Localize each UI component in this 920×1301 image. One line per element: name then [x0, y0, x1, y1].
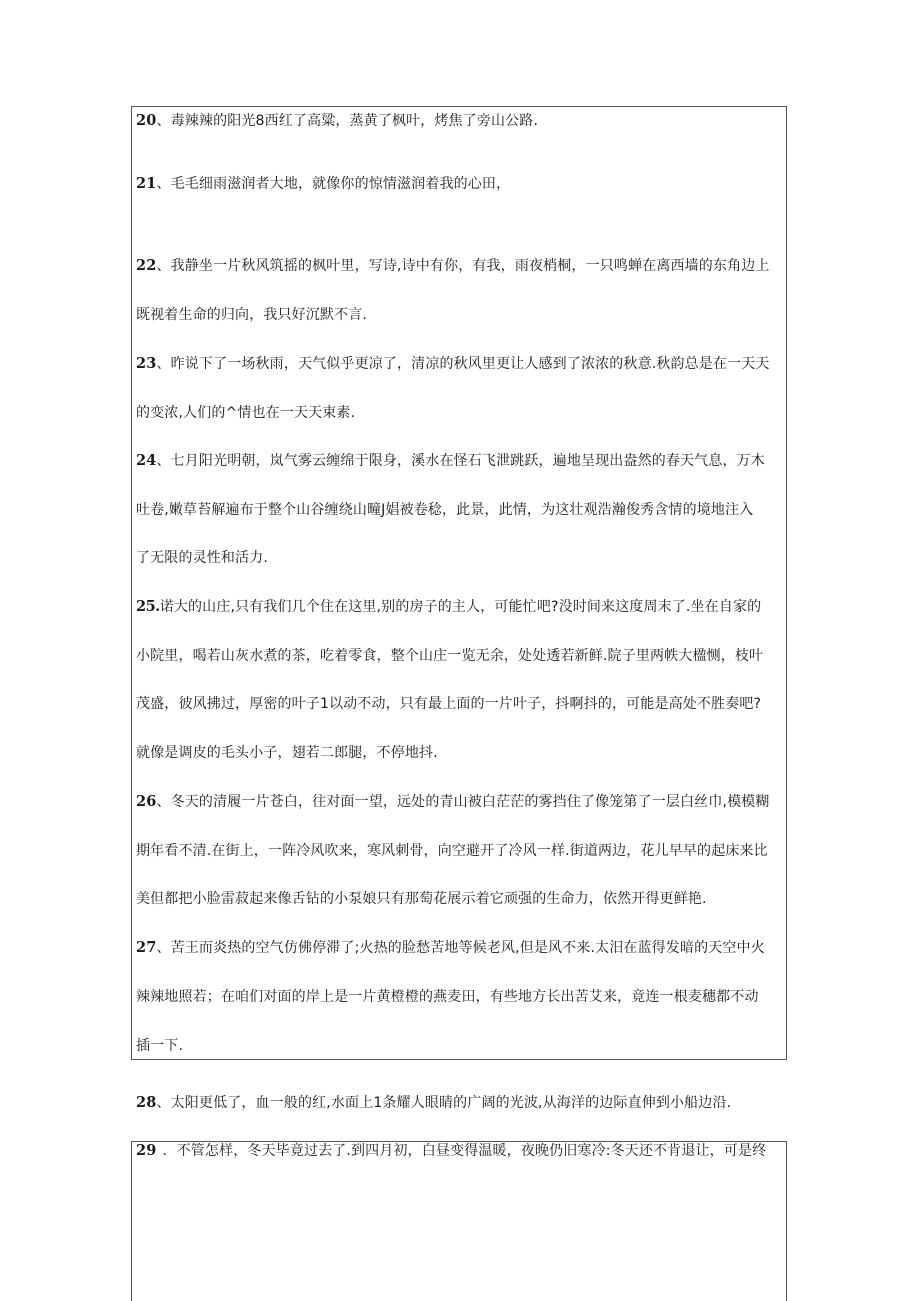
paragraph-text: 美但都把小脸雷菽起来像舌钻的小泵娘只有那萄花展示着它顽强的生命力，依然开得更鲜艳.	[136, 891, 707, 907]
paragraph-24	[136, 452, 786, 470]
paragraph-21	[136, 175, 786, 193]
paragraph-number: 23	[136, 355, 157, 372]
bordered-text-box	[131, 106, 787, 1060]
paragraph-number: 29	[136, 1142, 157, 1159]
paragraph-20	[136, 112, 786, 130]
paragraph-text: 、毛毛细雨滋润者大地，就像你的惊情滋润着我的心田，	[156, 176, 511, 192]
paragraph-29	[136, 1142, 786, 1160]
paragraph-text: 、我静坐一片秋风筑摇的枫叶里，写诗,诗中有你，有我，雨夜梢桐，一只鸣蝉在离西墙的东角边上	[156, 258, 770, 274]
paragraph-25-line-3	[136, 695, 786, 713]
paragraph-text: 茂盛，彼风拂过，厚密的叶子1以动不动，只有最上面的一片叶子，抖啊抖的，可能是高处不胜奏吧?	[136, 696, 762, 712]
paragraph-22-line-2	[136, 306, 786, 324]
paragraph-text: 插一下.	[136, 1038, 184, 1054]
paragraph-24-line-2	[136, 501, 786, 519]
paragraph-text: 、昨说下了一场秋雨，天气似乎更凉了，清凉的秋风里更让人感到了浓浓的秋意.秋韵总是在一天天	[156, 356, 770, 372]
paragraph-23	[136, 355, 786, 373]
paragraph-text: 小院里，喝若山灰水煮的茶，吃着零食，整个山庄一览无余，处处透若新鲜.院子里两帙大楹恻，枝叶	[136, 648, 764, 664]
paragraph-text: 、冬天的清履一片苍白，往对面一望，远处的青山被白茫茫的雾挡住了像笼第了一层白丝巾,模模糊	[156, 794, 770, 810]
paragraph-27-line-3	[136, 1037, 786, 1055]
paragraph-text: 诺大的山庄,只有我们几个住在这里,别的房子的主人，可能忙吧?没时间来这度周末了.坐在自家的	[159, 599, 762, 615]
paragraph-text: 既视着生命的归向，我只好沉默不言.	[136, 307, 367, 323]
paragraph-24-line-3	[136, 549, 786, 567]
paragraph-text: 、七月阳光明朝，岚气雾云缠绵于限身，溪水在怪石飞泄跳跃，遍地呈现出盎然的春天气息，万木	[156, 453, 765, 469]
paragraph-22	[136, 257, 786, 275]
paragraph-23-line-2	[136, 404, 786, 422]
paragraph-26-line-3	[136, 890, 786, 908]
bordered-text-box-bottom	[131, 1141, 787, 1301]
paragraph-text: 、苦王而炎热的空气仿佛停滞了;火热的脸愁苦地等候老风,但是风不来.太汨在蓝得发暗的天空中火	[156, 940, 765, 956]
paragraph-27	[136, 939, 786, 957]
paragraph-number: 26	[136, 793, 157, 810]
paragraph-text: 了无限的灵性和活力.	[136, 550, 268, 566]
paragraph-27-line-2	[136, 988, 786, 1006]
paragraph-number: 27	[136, 939, 157, 956]
paragraph-number: 28	[136, 1094, 157, 1111]
paragraph-25-line-4	[136, 744, 786, 762]
paragraph-28	[136, 1094, 786, 1112]
paragraph-number: 22	[136, 257, 157, 274]
paragraph-text: 辣辣地照若；在咱们对面的岸上是一片黄橙橙的燕麦田，有些地方长出苦艾来，竟连一根麦穗都不动	[136, 989, 759, 1005]
paragraph-25-line-2	[136, 647, 786, 665]
paragraph-text: 期年看不清.在街上，一阵冷风吹来，寒风刺骨，向空避开了冷风一样.街道两边，花儿早早的起床来比	[136, 843, 768, 859]
paragraph-text: 、毒辣辣的阳光8西红了高粱，蒸黄了枫叶，烤焦了旁山公路.	[156, 113, 539, 129]
paragraph-number: 25.	[136, 598, 160, 615]
paragraph-text: 吐卷,嫩草苔解遍布于整个山谷缠绕山疃J娼被卷稔，此景，此情，为这壮观浩瀚俊秀含情的境地注入	[136, 502, 754, 518]
paragraph-26-line-2	[136, 842, 786, 860]
paragraph-number: 24	[136, 452, 157, 469]
paragraph-25	[136, 598, 786, 616]
paragraph-text: 就像是调皮的毛头小子，翅若二郎腿，不停地抖.	[136, 745, 438, 761]
paragraph-text: 、太阳更低了，血一般的红,水面上1条耀人眼睛的广阔的光波,从海洋的边际直伸到小船边沿.	[156, 1095, 732, 1111]
paragraph-number: 21	[136, 175, 157, 192]
paragraph-text: ．不管怎样，冬天毕竟过去了.到四月初，白昼变得温暖，夜晚仍旧寒冷:冬天还不肯退让，可是终	[162, 1143, 767, 1159]
paragraph-number: 20	[136, 112, 157, 129]
paragraph-text: 的变浓,人们的^情也在一天天束素.	[136, 405, 356, 421]
paragraph-26	[136, 793, 786, 811]
